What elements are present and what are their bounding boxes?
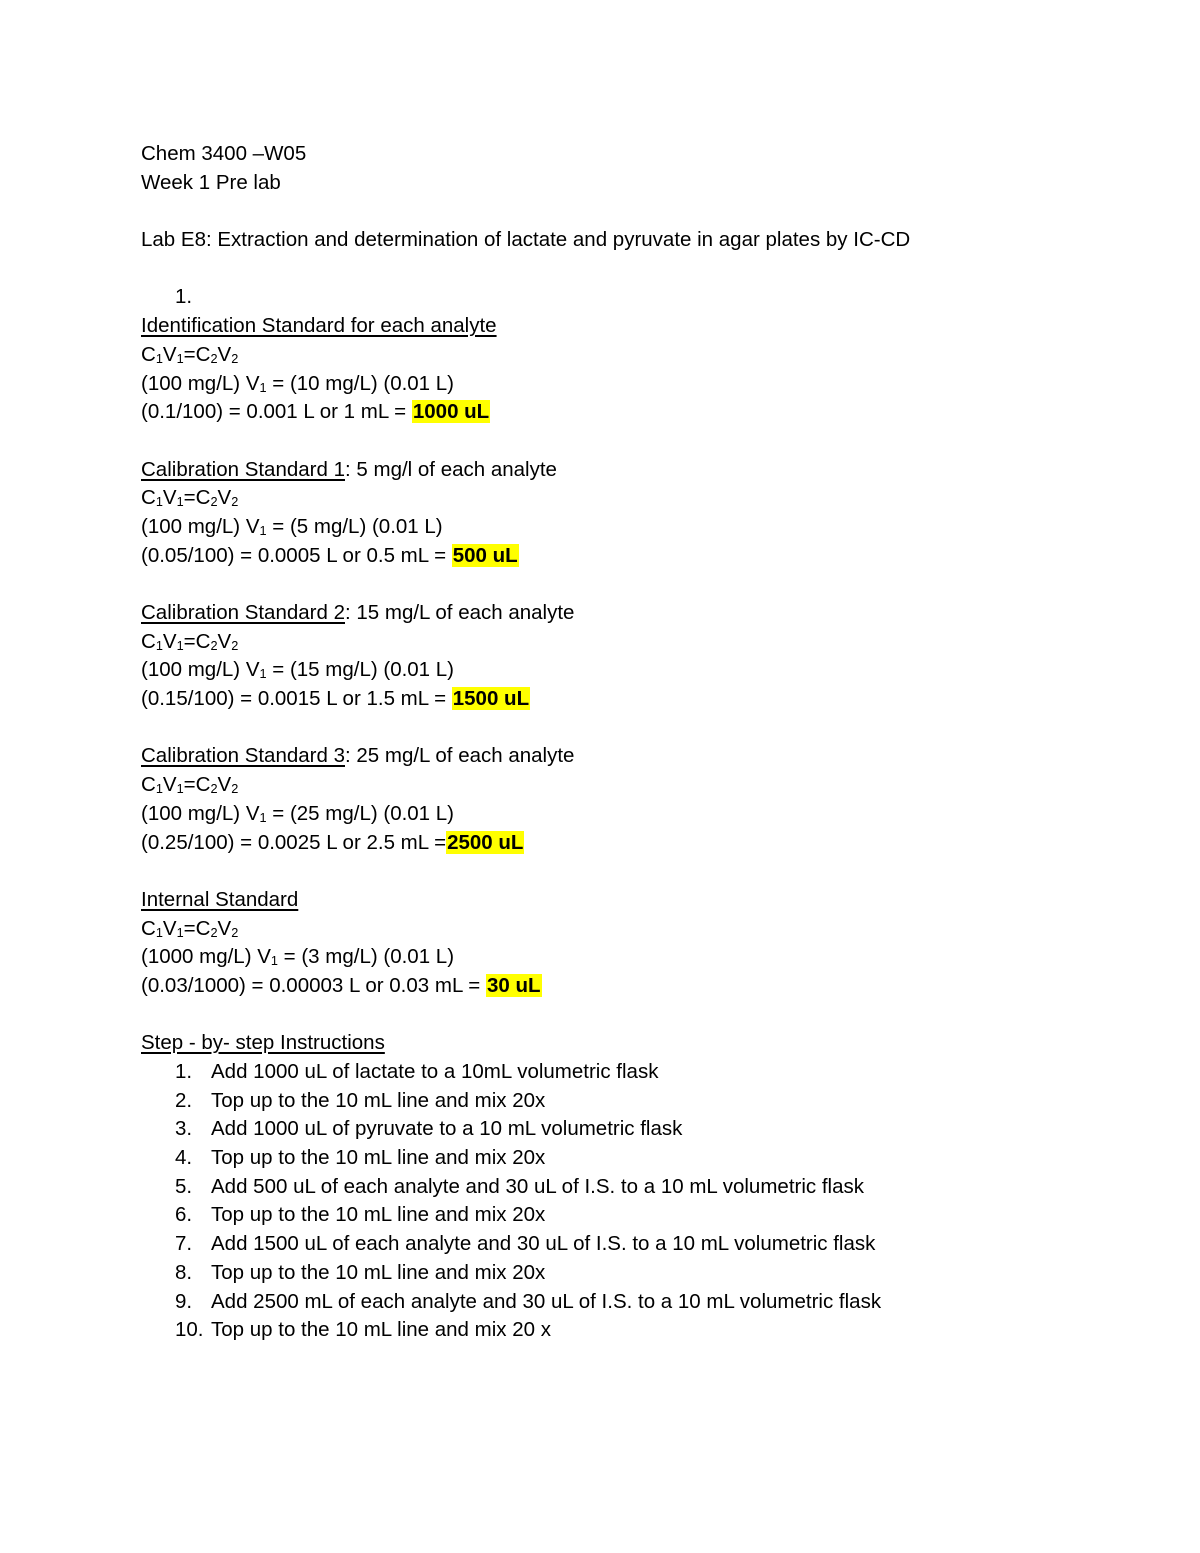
step-number: 4. — [175, 1146, 193, 1170]
step-number: 1. — [175, 1060, 193, 1083]
formula-sub1: 1 — [155, 494, 163, 510]
spacer — [141, 255, 1141, 284]
formula-line — [141, 771, 1141, 800]
formula-line — [141, 341, 1141, 370]
step-text: Add 1000 uL of pyruvate to a 10 mL volumetric flask — [211, 1117, 683, 1141]
step-item — [141, 1288, 1141, 1317]
formula-v1: V — [162, 916, 177, 940]
section-heading-suffix: : 15 mg/L of each analyte — [345, 601, 575, 624]
formula-sub2: 2 — [210, 781, 218, 797]
section-heading — [141, 312, 1141, 341]
steps-list — [141, 1058, 1141, 1345]
spacer — [141, 570, 1141, 599]
step-number: 7. — [175, 1232, 193, 1256]
section-heading-text: Calibration Standard 3 — [141, 744, 345, 768]
calc-prefix: (100 mg/L) V — [141, 371, 260, 395]
step-text: Add 1500 uL of each analyte and 30 uL of I.S. to a 10 mL volumetric flask — [211, 1232, 876, 1256]
lab-title: Lab E8: Extraction and determination of lactate and pyruvate in agar plates by IC-CD — [141, 228, 911, 252]
formula-c1: C — [141, 916, 156, 940]
section-heading-text: Calibration Standard 1 — [141, 457, 345, 481]
section-heading-text: Identification Standard for each analyte — [141, 314, 497, 338]
formula-sub2: 2 — [210, 350, 218, 366]
spacer — [141, 427, 1141, 456]
step-number: 6. — [175, 1203, 193, 1227]
steps-heading-text: Step - by- step Instructions — [141, 1031, 385, 1055]
step-item — [141, 1201, 1141, 1230]
formula-v2: V — [217, 773, 232, 797]
formula-c1: C — [141, 342, 156, 366]
calc-prefix: (100 mg/L) V — [141, 801, 260, 825]
formula-v2: V — [217, 629, 232, 653]
formula-sub1b: 1 — [176, 637, 184, 653]
step-text: Add 500 uL of each analyte and 30 uL of I.S. to a 10 mL volumetric flask — [211, 1174, 864, 1198]
formula-sub2: 2 — [210, 924, 218, 940]
formula-c2: C — [195, 773, 211, 797]
spacer — [141, 857, 1141, 886]
formula-c1: C — [141, 486, 156, 510]
subtitle-line: Week 1 Pre lab — [141, 170, 281, 194]
formula-v2: V — [217, 342, 232, 366]
formula-sub2b: 2 — [231, 781, 239, 797]
step-text: Add 1000 uL of lactate to a 10mL volumetric flask — [211, 1060, 659, 1083]
formula-v1: V — [162, 342, 177, 366]
question-number: 1. — [175, 285, 193, 309]
calc-line — [141, 513, 1141, 542]
step-number: 2. — [175, 1088, 193, 1112]
steps-heading — [141, 1029, 1141, 1058]
calculation-sections — [141, 312, 1141, 1029]
step-item — [141, 1259, 1141, 1288]
section-heading — [141, 886, 1141, 915]
calc-sub: 1 — [259, 666, 267, 682]
calc-sub: 1 — [270, 953, 278, 969]
course-line: Chem 3400 –W05 — [141, 142, 307, 165]
step-item — [141, 1173, 1141, 1202]
calc-line — [141, 370, 1141, 399]
step-number: 9. — [175, 1289, 193, 1313]
section-heading-suffix: : 25 mg/L of each analyte — [345, 744, 575, 768]
formula-sub1b: 1 — [176, 924, 184, 940]
step-text: Top up to the 10 mL line and mix 20x — [211, 1260, 546, 1284]
result-line — [141, 972, 1141, 1001]
step-text: Top up to the 10 mL line and mix 20 x — [211, 1318, 551, 1342]
document-body — [141, 140, 1141, 1345]
step-number: 3. — [175, 1117, 193, 1141]
section-heading-suffix: : 5 mg/l of each analyte — [345, 457, 557, 481]
step-item — [141, 1316, 1141, 1345]
result-highlight: 1500 uL — [452, 687, 530, 711]
formula-sub1b: 1 — [176, 494, 184, 510]
formula-v1: V — [162, 773, 177, 797]
step-number: 8. — [175, 1260, 193, 1284]
formula-line — [141, 628, 1141, 657]
step-item — [141, 1144, 1141, 1173]
formula-v2: V — [217, 916, 232, 940]
calc-suffix: = (5 mg/L) (0.01 L) — [266, 514, 443, 538]
calc-suffix: = (25 mg/L) (0.01 L) — [266, 801, 455, 825]
formula-v2: V — [217, 486, 232, 510]
formula-c1: C — [141, 773, 156, 797]
calc-sub: 1 — [259, 379, 267, 395]
result-highlight: 30 uL — [486, 973, 541, 997]
result-highlight: 2500 uL — [447, 830, 524, 854]
formula-c1: C — [141, 629, 156, 653]
formula-sub1b: 1 — [176, 350, 184, 366]
calc-sub: 1 — [259, 522, 267, 538]
section-heading — [141, 599, 1141, 628]
step-number: 10. — [175, 1318, 204, 1342]
formula-eq: = — [183, 342, 196, 366]
formula-eq: = — [183, 916, 196, 940]
result-prefix: (0.15/100) = 0.0015 L or 1.5 mL = — [141, 687, 452, 711]
result-highlight: 1000 uL — [412, 400, 490, 424]
step-text: Add 2500 mL of each analyte and 30 uL of I.S. to a 10 mL volumetric flask — [211, 1289, 882, 1313]
step-number: 5. — [175, 1174, 193, 1198]
step-item — [141, 1087, 1141, 1116]
calc-suffix: = (15 mg/L) (0.01 L) — [266, 658, 455, 682]
formula-sub1: 1 — [155, 637, 163, 653]
spacer — [141, 197, 1141, 226]
formula-eq: = — [183, 629, 196, 653]
calc-line — [141, 943, 1141, 972]
step-text: Top up to the 10 mL line and mix 20x — [211, 1203, 546, 1227]
result-prefix: (0.25/100) = 0.0025 L or 2.5 mL = — [141, 830, 447, 854]
result-prefix: (0.05/100) = 0.0005 L or 0.5 mL = — [141, 543, 452, 567]
calc-line — [141, 800, 1141, 829]
formula-line — [141, 915, 1141, 944]
calc-suffix: = (10 mg/L) (0.01 L) — [266, 371, 455, 395]
formula-sub1b: 1 — [176, 781, 184, 797]
section-heading — [141, 456, 1141, 485]
result-highlight: 500 uL — [452, 543, 518, 567]
result-line — [141, 685, 1141, 714]
section-heading-text: Calibration Standard 2 — [141, 601, 345, 624]
step-text: Top up to the 10 mL line and mix 20x — [211, 1146, 546, 1170]
formula-eq: = — [183, 773, 196, 797]
formula-c2: C — [195, 916, 211, 940]
result-line — [141, 398, 1141, 427]
section-heading-text: Internal Standard — [141, 887, 299, 911]
calc-sub: 1 — [259, 809, 267, 825]
spacer — [141, 714, 1141, 743]
section-heading — [141, 742, 1141, 771]
calc-line — [141, 656, 1141, 685]
spacer — [141, 1001, 1141, 1030]
formula-v1: V — [162, 486, 177, 510]
step-text: Top up to the 10 mL line and mix 20x — [211, 1088, 546, 1112]
step-item — [141, 1115, 1141, 1144]
formula-sub2b: 2 — [231, 350, 239, 366]
formula-sub2b: 2 — [231, 494, 239, 510]
formula-sub1: 1 — [155, 350, 163, 366]
formula-sub2b: 2 — [231, 924, 239, 940]
step-item — [141, 1058, 1141, 1087]
formula-v1: V — [162, 629, 177, 653]
calc-suffix: = (3 mg/L) (0.01 L) — [277, 945, 455, 969]
result-line — [141, 829, 1141, 858]
formula-sub2: 2 — [210, 494, 218, 510]
formula-line — [141, 484, 1141, 513]
formula-sub1: 1 — [155, 924, 163, 940]
calc-prefix: (1000 mg/L) V — [141, 945, 271, 969]
calc-prefix: (100 mg/L) V — [141, 658, 260, 682]
formula-c2: C — [195, 486, 211, 510]
formula-c2: C — [195, 342, 211, 366]
formula-sub2b: 2 — [231, 637, 239, 653]
step-item — [141, 1230, 1141, 1259]
result-line — [141, 542, 1141, 571]
formula-eq: = — [183, 486, 196, 510]
result-prefix: (0.1/100) = 0.001 L or 1 mL = — [141, 400, 412, 424]
formula-sub2: 2 — [210, 637, 218, 653]
result-prefix: (0.03/1000) = 0.00003 L or 0.03 mL = — [141, 973, 486, 997]
formula-sub1: 1 — [155, 781, 163, 797]
calc-prefix: (100 mg/L) V — [141, 514, 260, 538]
formula-c2: C — [195, 629, 211, 653]
